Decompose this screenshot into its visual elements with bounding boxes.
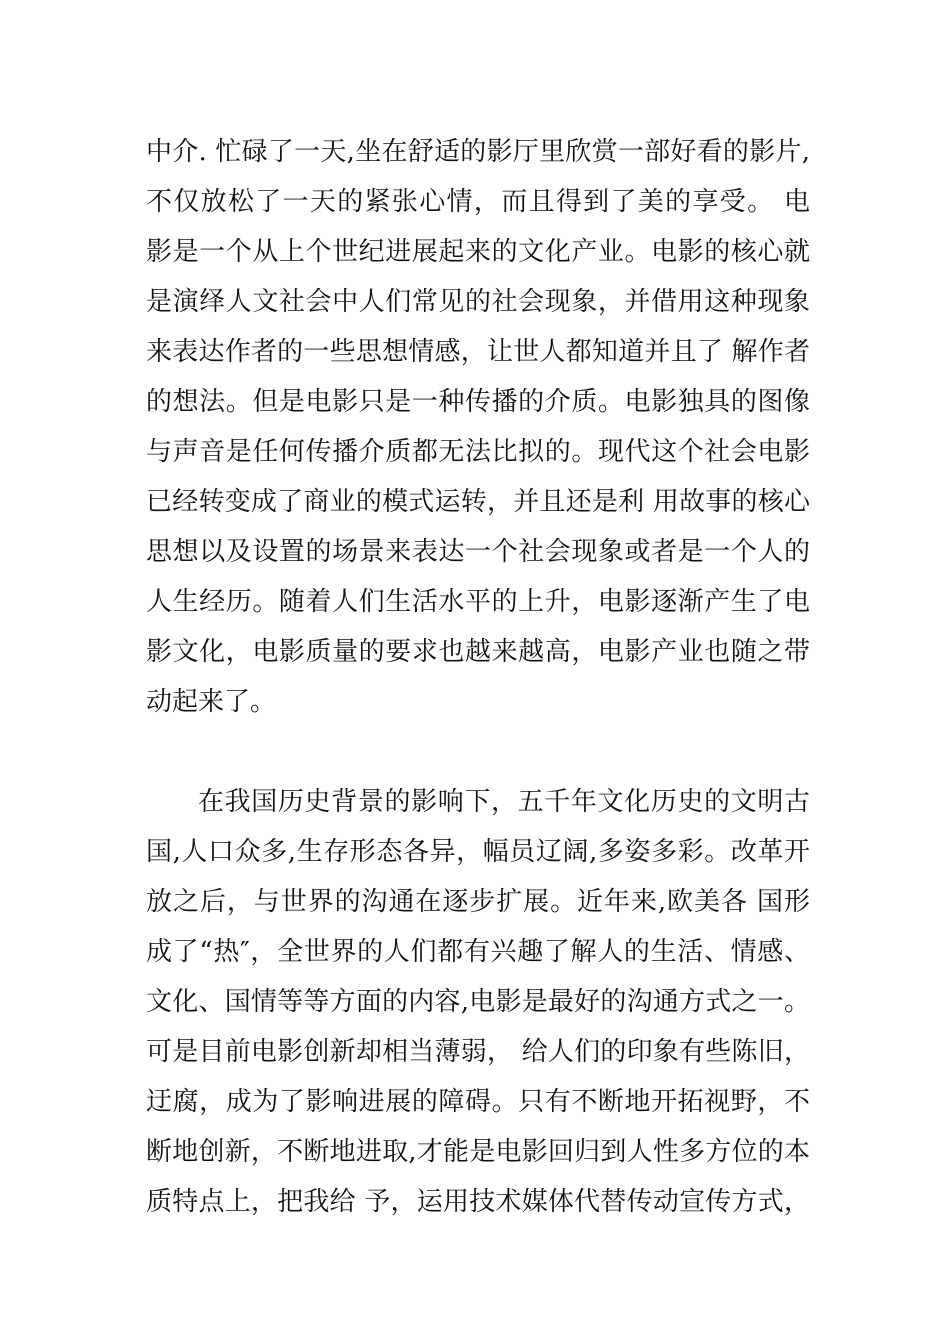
text-line: 中介. 忙碌了一天,坐在舒适的影厅里欣赏一部好看的影片,: [146, 137, 810, 167]
text-line: 思想以及设置的场景来表达一个社会现象或者是一个人的: [146, 537, 810, 567]
text-line: 与声音是任何传播介质都无法比拟的。现代这个社会电影: [146, 437, 810, 467]
text-line: 影是一个从上个世纪进展起来的文化产业。电影的核心就: [146, 237, 810, 267]
text-line: 人生经历。随着人们生活水平的上升，电影逐渐产生了电: [146, 587, 810, 617]
text-line: 文化、国情等等方面的内容,电影是最好的沟通方式之一。: [146, 987, 810, 1017]
text-line: 质特点上，把我给 予，运用技术媒体代替传动宣传方式，: [146, 1187, 810, 1217]
text-line: 影文化，电影质量的要求也越来越高，电影产业也随之带: [146, 637, 810, 667]
text-line: 断地创新，不断地进取,才能是电影回归到人性多方位的本: [146, 1137, 810, 1167]
text-line: 来表达作者的一些思想情感，让世人都知道并且了 解作者: [146, 337, 810, 367]
text-line: 放之后，与世界的沟通在逐步扩展。近年来,欧美各 国形: [146, 887, 810, 917]
text-line: 国,人口众多,生存形态各异，幅员辽阔,多姿多彩。改革开: [146, 837, 810, 867]
text-line: 已经转变成了商业的模式运转，并且还是利 用故事的核心: [146, 487, 810, 517]
text-line: 不仅放松了一天的紧张心情，而且得到了美的享受。 电: [146, 187, 810, 217]
text-line: 在我国历史背景的影响下，五千年文化历史的文明古: [198, 787, 810, 817]
text-line: 是演绎人文社会中人们常见的社会现象，并借用这种现象: [146, 287, 810, 317]
text-line: 的想法。但是电影只是一种传播的介质。电影独具的图像: [146, 387, 810, 417]
text-line: 成了“热″，全世界的人们都有兴趣了解人的生活、情感、: [146, 937, 810, 967]
text-line: 动起来了。: [146, 687, 277, 717]
text-line: 迂腐，成为了影响进展的障碍。只有不断地开拓视野，不: [146, 1087, 810, 1117]
text-line: 可是目前电影创新却相当薄弱， 给人们的印象有些陈旧，: [146, 1037, 810, 1067]
